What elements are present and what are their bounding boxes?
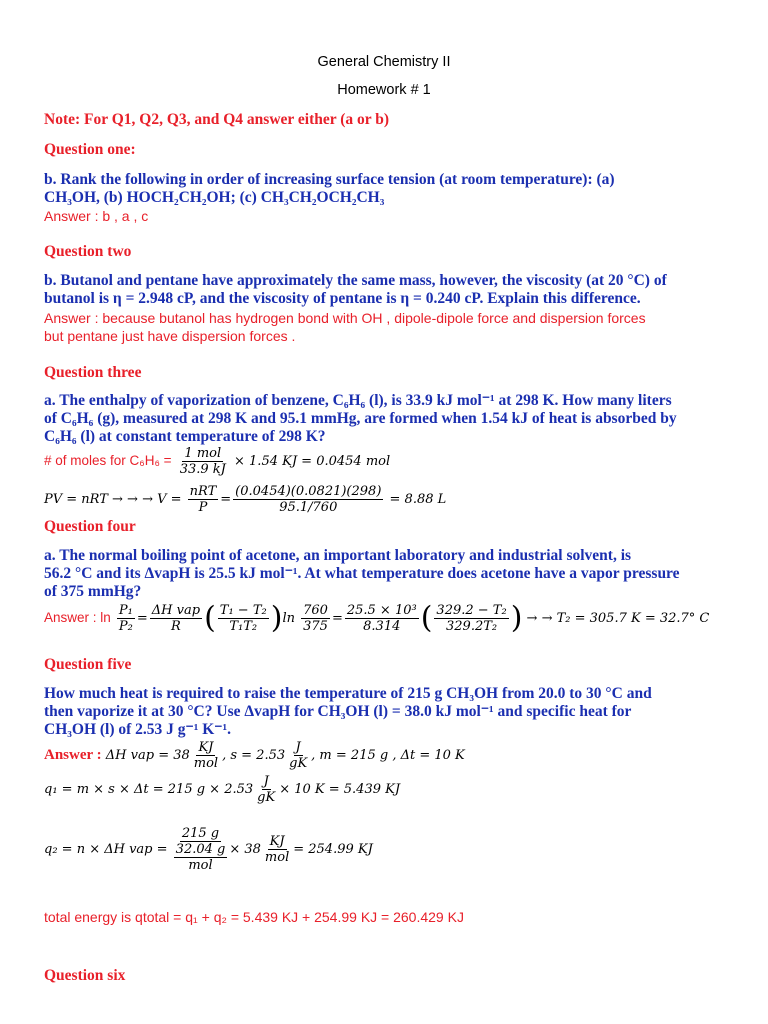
question-three-line-2: of C₆H₆ (g), measured at 298 K and 95.1 mmHg, are formed when 1.54 kJ of heat is absorbed by (44, 410, 677, 427)
clausius-255-num: 25.5 × 10³ (346, 603, 417, 618)
question-five-line-1: How much heat is required to raise the temperature of 215 g CH₃OH from 20.0 to 30 °C and (44, 685, 652, 702)
question-one-answer: Answer : b , a , c (44, 208, 149, 224)
clausius-255-den: 8.314 (363, 619, 401, 634)
volume-frac2-den: 95.1/760 (279, 500, 338, 515)
question-two-line-1: b. Butanol and pentane have approximately the same mass, however, the viscosity (at 20 °C) of (44, 272, 667, 289)
question-four-line-2: 56.2 °C and its ΔvapH is 25.5 kJ mol⁻¹. At what temperature does acetone have a vapor pressure (44, 565, 680, 582)
moles-result: × 1.54 KJ = 0.0454 mol (234, 454, 391, 469)
note: Note: For Q1, Q2, Q3, and Q4 answer either (a or b) (44, 111, 389, 128)
volume-frac2-num: (0.0454)(0.0821)(298) (235, 484, 382, 499)
q1-left: q₁ = m × s × Δt = 215 g × 2.53 (44, 782, 254, 797)
q2-mol-den: mol (188, 858, 213, 873)
q2-molar-mass: 32.04 g (175, 842, 226, 857)
question-two-heading: Question two (44, 243, 132, 260)
q1-result: × 10 K = 5.439 KJ (279, 782, 401, 797)
moles-frac-num: 1 mol (184, 446, 222, 461)
question-five-line-2: then vaporize it at 30 °C? Use ΔvapH for CH₃OH (l) = 38.0 kJ mol⁻¹ and specific heat for (44, 703, 632, 720)
q1-j-num: J (263, 774, 269, 789)
question-three-line-3: C₆H₆ (l) at constant temperature of 298 K? (44, 428, 326, 445)
q5-answer-label: Answer : (44, 747, 102, 763)
volume-frac1-num: nRT (189, 484, 217, 499)
volume-left: PV = nRT → → → V = (44, 492, 182, 507)
question-five-line-3: CH₃OH (l) of 2.53 J g⁻¹ K⁻¹. (44, 721, 232, 738)
moles-frac-den: 33.9 kJ (179, 462, 226, 477)
question-five-heading: Question five (44, 656, 132, 673)
question-three-line-1: a. The enthalpy of vaporization of benzene, C₆H₆ (l), is 33.9 kJ mol⁻¹ at 298 K. How many liters (44, 392, 672, 409)
clausius-329-num: 329.2 − T₂ (436, 603, 507, 618)
clausius-329-den: 329.2T₂ (446, 619, 498, 634)
q2-kj-den: mol (264, 850, 290, 865)
question-two-answer-line-2: but pentane just have dispersion forces . (44, 328, 296, 344)
clausius-t-num: T₁ − T₂ (219, 603, 267, 618)
question-two-line-2: butanol is η = 2.948 cP, and the viscosity of pentane is η = 0.240 cP. Explain this difference. (44, 290, 641, 307)
question-four-heading: Question four (44, 518, 136, 535)
question-four-line-1: a. The normal boiling point of acetone, an important laboratory and industrial solvent, is (44, 547, 632, 564)
question-two-answer-line-1: Answer : because butanol has hydrogen bond with OH , dipole-dipole force and dispersion forces (44, 310, 646, 326)
q1-j-den: gK (257, 790, 276, 805)
given-m-dt: , m = 215 g , Δt = 10 K (311, 748, 465, 763)
clausius-h-den: R (171, 619, 181, 634)
total-energy: total energy is qtotal = q₁ + q₂ = 5.439 KJ + 254.99 KJ = 260.429 KJ (44, 909, 464, 925)
given-j-den: gK (289, 756, 308, 771)
clausius-t-den: T₁T₂ (229, 619, 258, 634)
clausius-ln: ln (282, 611, 295, 626)
given-dhvap: ΔH vap = 38 (105, 748, 190, 763)
question-one-line-2: CH₃OH, (b) HOCH₂CH₂OH; (c) CH₃CH₂OCH₂CH₃ (44, 189, 385, 206)
equation-volume: PV = nRT → → → V = $\frac{\text{nRT}}{P}$ = $\frac{(0.0454)(0.0821)(298)}{95.1/760}$ = 8.88 L (44, 484, 447, 515)
given-kj-den: mol (193, 756, 219, 771)
document-subtitle: Homework # 1 (337, 82, 431, 98)
clausius-p-den: P₂ (118, 619, 133, 634)
clausius-760-den: 375 (303, 619, 328, 634)
clausius-p-num: P₁ (118, 603, 133, 618)
question-six-heading: Question six (44, 967, 126, 984)
q2-times-38: × 38 (229, 842, 261, 857)
given-kj-num: KJ (198, 740, 214, 755)
q2-result: = 254.99 KJ (293, 842, 373, 857)
clausius-h-num: ΔH vap (151, 603, 201, 618)
volume-result: = 8.88 L (389, 492, 447, 507)
given-s: , s = 2.53 (222, 748, 286, 763)
question-one-heading: Question one: (44, 141, 136, 158)
question-four-line-3: of 375 mmHg? (44, 583, 142, 600)
q2-mass-num: 215 g (181, 826, 220, 841)
document-title: General Chemistry II (317, 54, 451, 70)
equation-q1 (44, 774, 400, 805)
equation-q2 (44, 826, 373, 873)
clausius-result: → → T₂ = 305.7 K = 32.7° C (526, 611, 710, 626)
clausius-label: Answer : ln (44, 610, 111, 625)
q2-left: q₂ = n × ΔH vap = (44, 842, 168, 857)
question-one-line-1: b. Rank the following in order of increasing surface tension (at room temperature): (a) (44, 171, 615, 188)
equation-clausius: Answer : ln $\frac{\text{P₁}}{\text{P₂}}$ = $\frac{\text{ΔH vap}}{R}$ ( $\frac{\text{T₁ − T₂}}{\text{T₁T₂}}$ )ln $\frac{760}{375}$ = $\frac{\text{25.5 × 10³}}{8.314}$ ( $\frac{\text{329.2 − T₂}}{\text{329.2T₂}}$ ) → → T₂ = 305.7 K = 32.7° C (44, 600, 710, 636)
q2-kj-num: KJ (269, 834, 285, 849)
volume-frac1-den: P (198, 500, 208, 515)
given-j-num: J (295, 740, 301, 755)
equation-given (44, 740, 465, 771)
question-three-heading: Question three (44, 364, 142, 381)
equation-moles (44, 446, 390, 477)
clausius-760-num: 760 (303, 603, 328, 618)
moles-label: # of moles for C₆H₆ = (44, 453, 172, 468)
